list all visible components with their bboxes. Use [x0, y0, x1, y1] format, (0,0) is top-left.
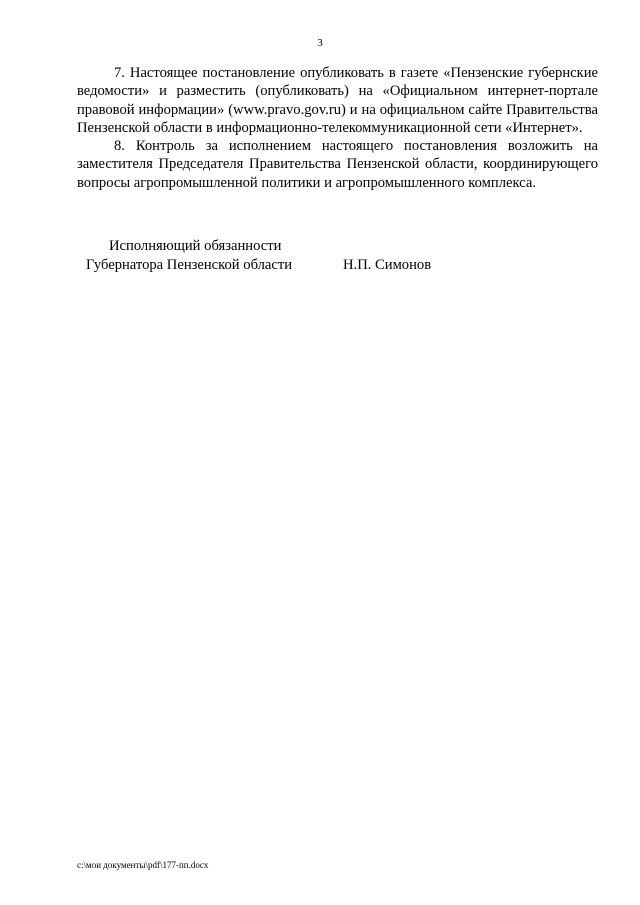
signatory-title-line-1: Исполняющий обязанности — [109, 238, 282, 254]
paragraph-7-publication: 7. Настоящее постановление опубликовать в газете «Пензенские губернские ведомости» и разместить (опубликовать) на «Официальном интернет-портале правовой информации» (www.pravo.gov.ru) и на официальном сайте Правительства Пензенской области в информационно-телекоммуникационной сети «Интернет». — [77, 65, 598, 136]
footer-file-path: c:\мои документы\pdf\177-пп.docx — [77, 860, 209, 870]
page-number: 3 — [317, 37, 323, 49]
paragraph-8-control: 8. Контроль за исполнением настоящего постановления возложить на заместителя Председателя Правительства Пензенской области, координирующего вопросы агропромышленной политики и агропромышленного комплекса. — [77, 138, 598, 191]
document-body — [77, 64, 598, 192]
signatory-name: Н.П. Симонов — [343, 257, 432, 273]
signatory-title-line-2: Губернатора Пензенской области — [86, 257, 293, 273]
